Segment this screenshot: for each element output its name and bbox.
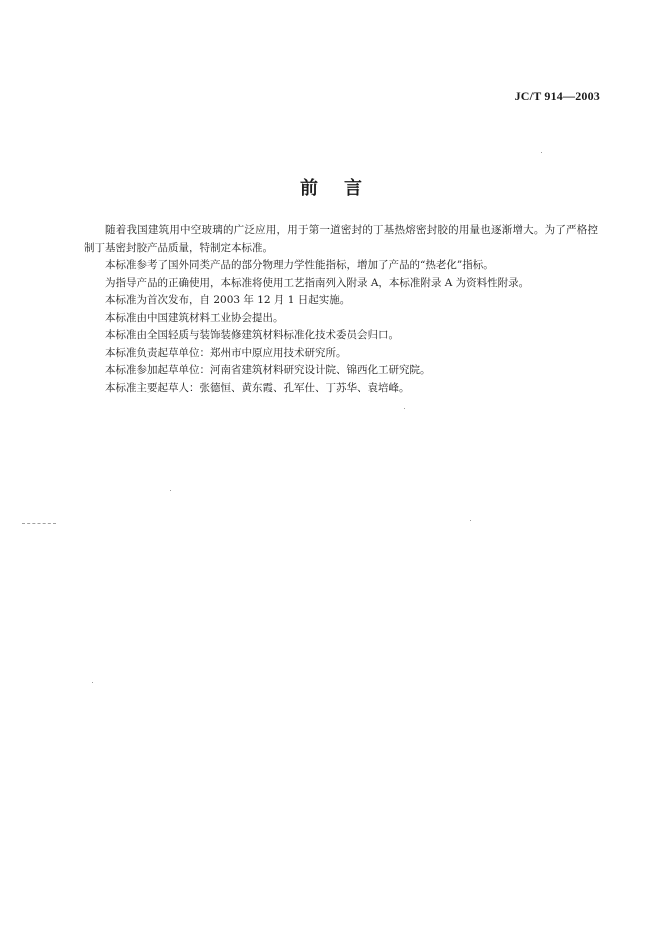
foreword-body xyxy=(84,222,598,397)
scan-speck xyxy=(170,490,171,491)
scan-speck xyxy=(470,520,471,521)
scan-speck xyxy=(92,682,93,683)
paragraph-3: 为指导产品的正确使用，本标准将使用工艺指南列入附录 A，本标准附录 A 为资料性附录。 xyxy=(105,276,530,289)
paragraph-8: 本标准参加起草单位：河南省建筑材料研究设计院、锦西化工研究院。 xyxy=(105,364,431,376)
scan-dash xyxy=(22,523,56,525)
paragraph-2: 本标准参考了国外同类产品的部分物理力学性能指标，增加了产品的“热老化”指标。 xyxy=(105,259,494,271)
scan-speck xyxy=(404,408,405,409)
paragraph-1: 随着我国建筑用中空玻璃的广泛应用，用于第一道密封的丁基热熔密封胶的用量也逐渐增大。为了严格控制丁基密封胶产品质量，特制定本标准。 xyxy=(84,224,598,254)
paragraph-4: 本标准为首次发布，自 2003 年 12 月 1 日起实施。 xyxy=(105,294,351,306)
standard-code: JC/T 914—2003 xyxy=(514,89,600,103)
paragraph-5: 本标准由中国建筑材料工业协会提出。 xyxy=(105,311,284,324)
paragraph-9: 本标准主要起草人：张德恒、黄东霞、孔军仕、丁苏华、袁培峰。 xyxy=(105,381,410,394)
paragraph-6: 本标准由全国轻质与装饰装修建筑材料标准化技术委员会归口。 xyxy=(105,329,399,341)
scan-speck xyxy=(541,152,542,153)
paragraph-7: 本标准负责起草单位：郑州市中原应用技术研究所。 xyxy=(105,346,347,359)
page-title: 前言 xyxy=(300,178,388,199)
